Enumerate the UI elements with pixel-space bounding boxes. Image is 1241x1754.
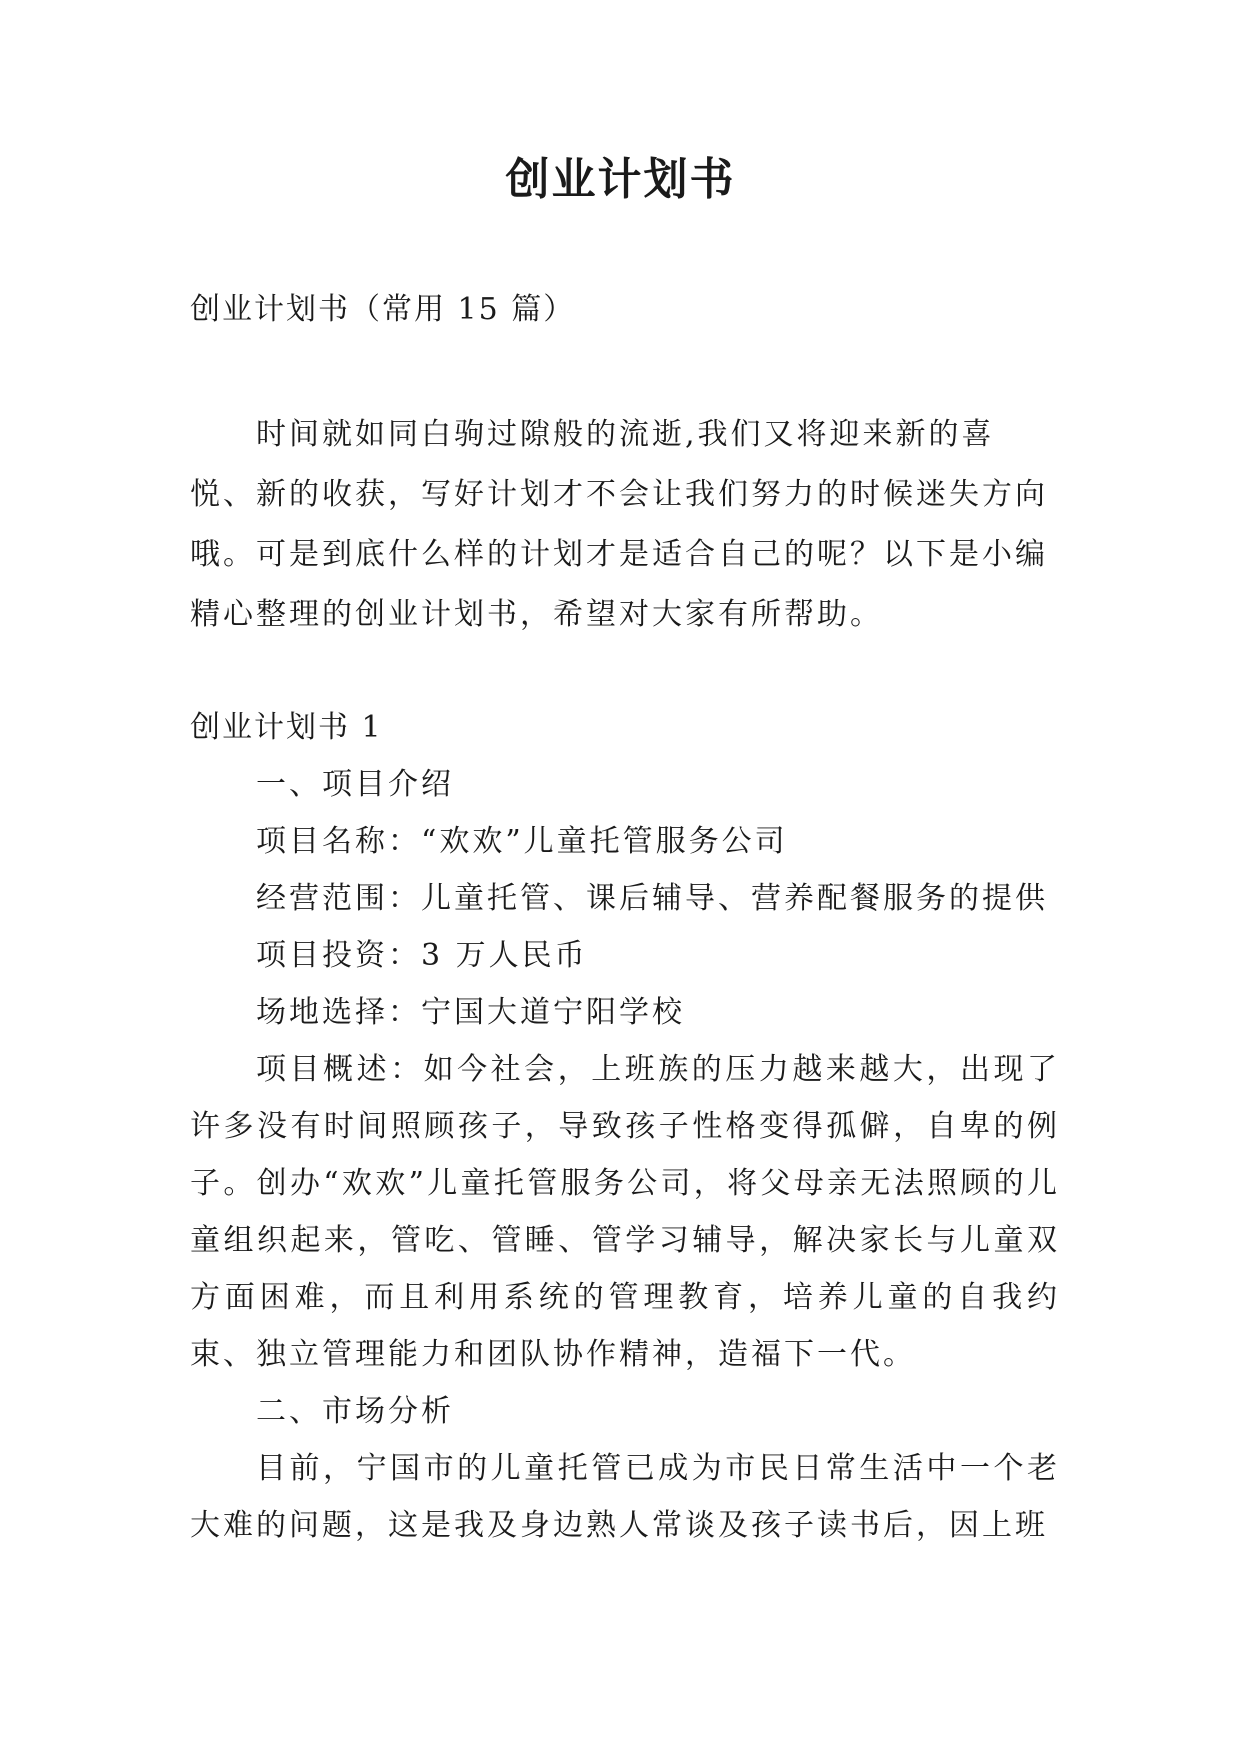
investment-line: 项目投资：3 万人民币	[256, 938, 588, 973]
intro-paragraph: 时间就如同白驹过隙般的流逝,我们又将迎来新的喜悦、新的收获，写好计划才不会让我们努力的时候迷失方向哦。可是到底什么样的计划才是适合自己的呢？以下是小编精心整理的创业计划书，希望对大家有所帮助。	[190, 417, 1048, 632]
project-name-line: 项目名称：“欢欢”儿童托管服务公司	[256, 824, 788, 859]
part1-heading: 一、项目介绍	[256, 767, 454, 802]
overview-paragraph: 项目概述：如今社会，上班族的压力越来越大，出现了许多没有时间照顾孩子，导致孩子性格变得孤僻，自卑的例子。创办“欢欢”儿童托管服务公司，将父母亲无法照顾的儿童组织起来，管吃、管睡、管学习辅导，解决家长与儿童双方面困难，而且利用系统的管理教育，培养儿童的自我约束、独立管理能力和团队协作精神，造福下一代。	[190, 1052, 1060, 1372]
document-subtitle: 创业计划书（常用 15 篇）	[190, 292, 576, 327]
section-heading: 创业计划书 1	[190, 710, 383, 745]
document-title: 创业计划书	[505, 154, 736, 205]
part2-heading: 二、市场分析	[256, 1394, 454, 1429]
market-paragraph: 目前，宁国市的儿童托管已成为市民日常生活中一个老大难的问题，这是我及身边熟人常谈及孩子读书后，因上班	[190, 1451, 1060, 1543]
scope-line: 经营范围：儿童托管、课后辅导、营养配餐服务的提供	[256, 881, 1048, 916]
section-plan-1	[190, 700, 1060, 1554]
venue-line: 场地选择：宁国大道宁阳学校	[256, 995, 685, 1030]
